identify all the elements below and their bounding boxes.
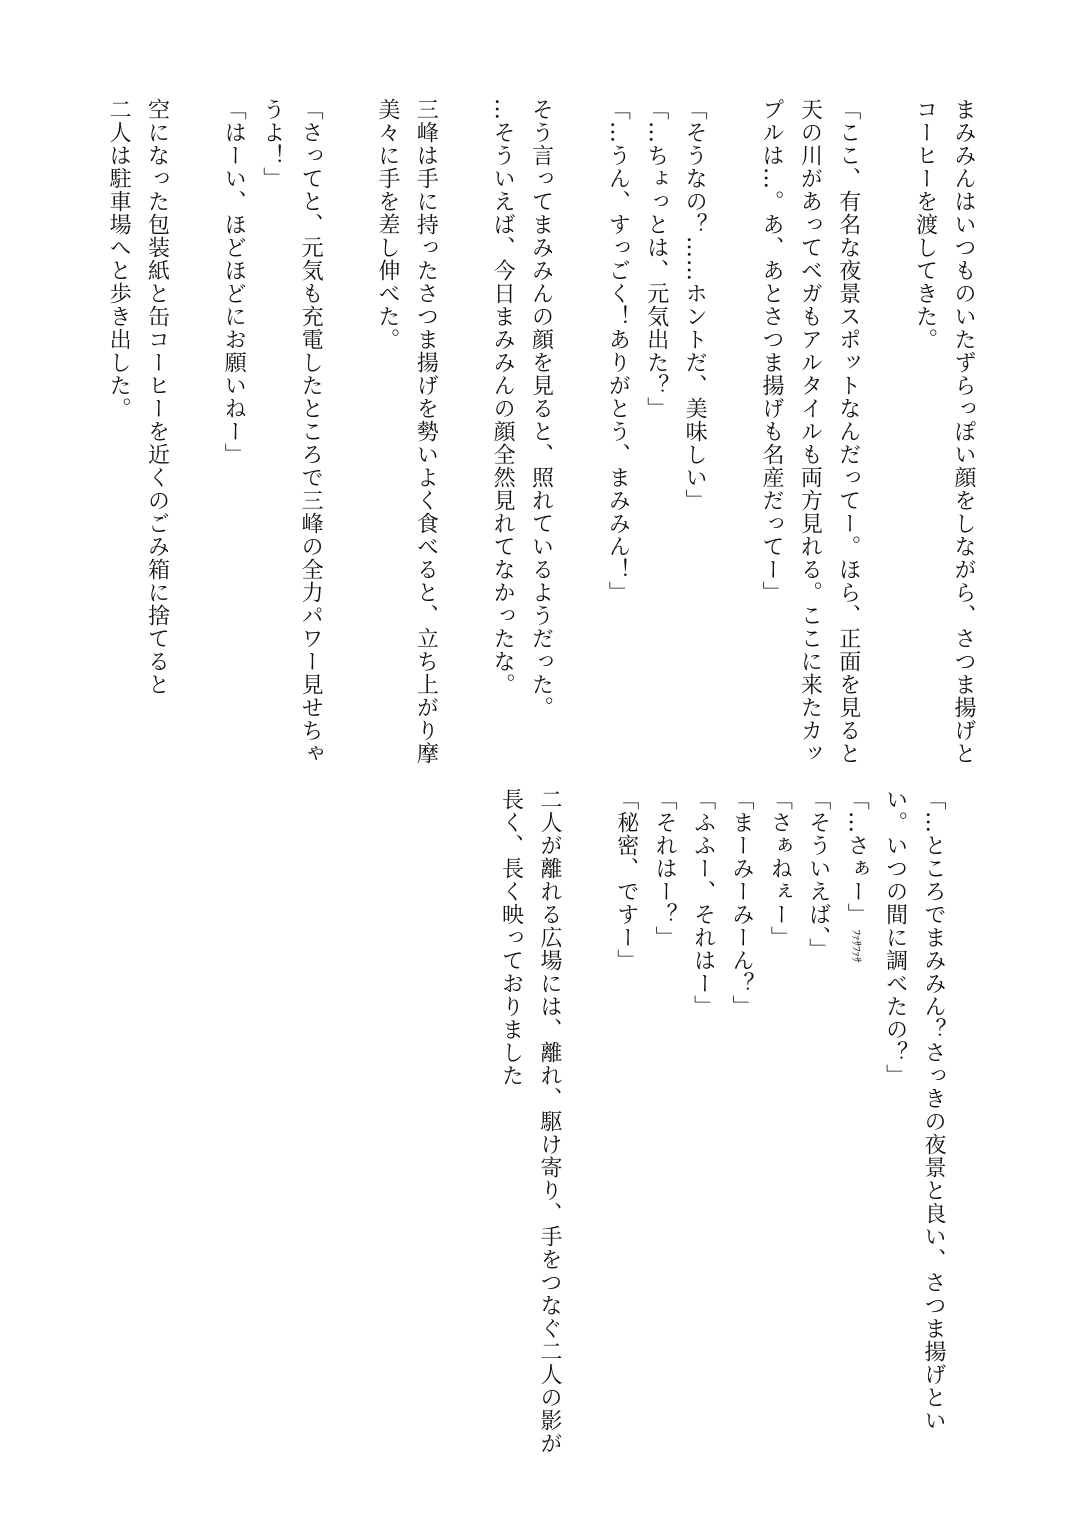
text-line: 「そういえば、」 <box>805 788 831 961</box>
text-line: 「さぁねぇー」 <box>767 788 793 949</box>
top-text-block <box>99 98 982 765</box>
paragraph-gap <box>329 98 367 738</box>
text-line: 天の川があってベガもアルタイルも両方見れる。ここに来たカッ <box>797 98 823 765</box>
text-line: 「ふふー、それはー」 <box>690 788 716 1018</box>
text-line: 「ここ、有名な夜景スポットなんだってー。ほら、正面を見ると <box>835 98 861 765</box>
text-line: 美々に手を差し伸べた。 <box>374 98 400 351</box>
text-line: い。いつの間に調べたの？」 <box>882 788 908 1087</box>
text-line: うよ！」 <box>259 98 285 190</box>
text-line: 「…ところでまみみん？さっきの夜景と良い、さつま揚げとい <box>921 788 946 1432</box>
text-line: 「はーい、ほどほどにお願いねー」 <box>221 98 247 466</box>
text-line: 「まーみーみーん？」 <box>728 788 754 1018</box>
text-line: まみみんはいつものいたずらっぽい顔をしながら、さつま揚げと <box>951 98 976 765</box>
paragraph-gap <box>175 98 213 738</box>
text-line: そう言ってまみみんの顔を見ると、照れているようだった。 <box>528 98 554 719</box>
text-line: 「…うん、すっごく！ありがとう、まみみん！」 <box>605 98 631 604</box>
paragraph-gap <box>568 788 606 1428</box>
paragraph-gap <box>560 98 598 738</box>
paragraph-gap <box>867 98 905 738</box>
text-line: 「さってと、元気も充電したところで三峰の全力パワー見せちゃ <box>298 98 324 765</box>
paragraph-gap <box>713 98 751 738</box>
sound-effect-note: ﾌｧｻﾌｧｻ <box>850 926 864 963</box>
text-line: 「秘密、ですー」 <box>613 788 639 972</box>
text-line: 「それはー？」 <box>652 788 678 949</box>
text-line: 空になった包装紙と缶コーヒーを近くのごみ箱に捨てると <box>144 98 170 696</box>
text-line: 三峰は手に持ったさつま揚げを勢いよく食べると、立ち上がり摩 <box>413 98 439 765</box>
text-line: 「そうなの？……ホントだ、美味しい」 <box>682 98 708 512</box>
text-line: 「…ちょっとは、元気出た？」 <box>643 98 669 420</box>
text-line: 二人が離れる広場には、離れ、駆け寄り、手をつなぐ二人の影が <box>536 788 562 1455</box>
text-line: …そういえば、今日まみみんの顔全然見れてなかったな。 <box>490 98 516 696</box>
text-line: 二人は駐車場へと歩き出した。 <box>106 98 132 420</box>
text-line: 長く、長く映っておりました <box>498 788 524 1087</box>
text-line: コーヒーを渡してきた。 <box>912 98 938 351</box>
bottom-text-block <box>491 788 952 1455</box>
paragraph-gap <box>444 98 482 738</box>
text-line: プルは…。あ、あとさつま揚げも名産だってー」 <box>758 98 784 604</box>
text-line: 「…さぁー」 ﾌｧｻﾌｧｻ <box>844 788 870 963</box>
